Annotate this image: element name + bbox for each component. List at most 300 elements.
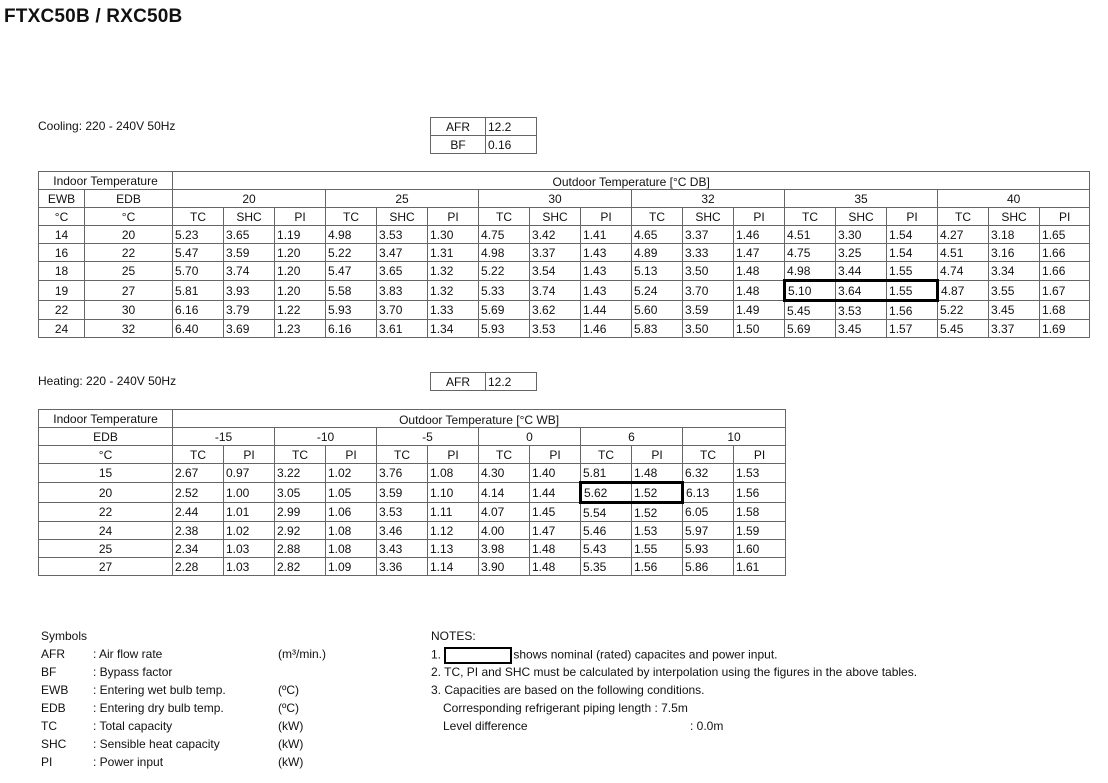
table-cell: 1.48 <box>632 464 683 483</box>
outdoor-temp-32: 32 <box>632 190 785 208</box>
table-cell: 1.46 <box>734 226 785 244</box>
table-cell: 6.16 <box>326 320 377 338</box>
col-header-pi: PI <box>1040 208 1090 226</box>
col-header-shc: SHC <box>377 208 428 226</box>
table-cell: 1.69 <box>1040 320 1090 338</box>
table-cell: 1.45 <box>530 503 581 522</box>
table-cell: 5.81 <box>173 281 224 301</box>
table-cell: 1.41 <box>581 226 632 244</box>
table-cell: 5.45 <box>785 301 836 320</box>
table-cell: 1.48 <box>734 262 785 281</box>
table-cell: 3.33 <box>683 244 734 262</box>
table-cell: 3.43 <box>377 540 428 558</box>
table-cell: 1.44 <box>530 483 581 503</box>
table-cell: 1.55 <box>887 262 938 281</box>
col-header-tc: TC <box>683 446 734 464</box>
table-cell: 3.70 <box>377 301 428 320</box>
table-row <box>39 540 786 558</box>
table-cell: 2.88 <box>275 540 326 558</box>
outdoor-temp-6: 6 <box>581 428 683 446</box>
outdoor-temp-35: 35 <box>785 190 938 208</box>
table-cell: 3.50 <box>683 262 734 281</box>
table-cell: 3.18 <box>989 226 1040 244</box>
table-cell: 3.61 <box>377 320 428 338</box>
table-cell: 1.48 <box>734 281 785 301</box>
table-cell: 5.22 <box>479 262 530 281</box>
note-1 <box>431 647 778 664</box>
table-cell: 1.68 <box>1040 301 1090 320</box>
heating-afr-box <box>430 372 537 391</box>
table-cell: 1.00 <box>224 483 275 503</box>
col-header-pi: PI <box>428 446 479 464</box>
symbol-abbr: EDB <box>41 701 66 715</box>
table-cell: 1.10 <box>428 483 479 503</box>
table-cell: 3.74 <box>530 281 581 301</box>
symbol-desc: : Sensible heat capacity <box>93 737 220 751</box>
symbols-heading: Symbols <box>41 629 88 643</box>
nominal-cell: 5.10 <box>785 281 836 301</box>
table-cell: 1.60 <box>734 540 786 558</box>
table-cell: 5.81 <box>581 464 632 483</box>
table-cell: 1.11 <box>428 503 479 522</box>
col-header-shc: SHC <box>836 208 887 226</box>
symbol-abbr: TC <box>41 719 57 733</box>
table-cell: 3.76 <box>377 464 428 483</box>
heating-outdoor-header: Outdoor Temperature [°C WB] <box>173 410 786 428</box>
edb-unit: °C <box>85 208 173 226</box>
table-cell: 3.59 <box>377 483 428 503</box>
table-row <box>39 262 1090 281</box>
cooling-table <box>38 171 1090 338</box>
table-cell: 1.57 <box>887 320 938 338</box>
table-cell: 3.05 <box>275 483 326 503</box>
symbol-unit: (kW) <box>278 755 304 769</box>
heating-afr-value: 12.2 <box>486 373 537 391</box>
heating-condition: Heating: 220 - 240V 50Hz <box>38 374 177 388</box>
table-cell: 3.37 <box>683 226 734 244</box>
table-cell: 3.83 <box>377 281 428 301</box>
table-cell: 1.01 <box>224 503 275 522</box>
table-cell: 3.98 <box>479 540 530 558</box>
table-row <box>39 301 1090 320</box>
table-cell: 1.44 <box>581 301 632 320</box>
table-cell: 3.22 <box>275 464 326 483</box>
table-cell: 3.74 <box>224 262 275 281</box>
table-cell: 6.16 <box>173 301 224 320</box>
symbol-desc: : Entering dry bulb temp. <box>93 701 224 715</box>
table-cell: 3.79 <box>224 301 275 320</box>
ewb-value: 24 <box>39 320 85 338</box>
table-cell: 1.56 <box>734 483 786 503</box>
table-cell: 3.42 <box>530 226 581 244</box>
table-cell: 3.44 <box>836 262 887 281</box>
symbol-desc: : Entering wet bulb temp. <box>93 683 226 697</box>
table-cell: 1.52 <box>632 503 683 522</box>
symbol-desc: : Total capacity <box>93 719 173 733</box>
table-cell: 5.70 <box>173 262 224 281</box>
nominal-cell: 3.64 <box>836 281 887 301</box>
col-header-shc: SHC <box>224 208 275 226</box>
table-cell: 5.22 <box>326 244 377 262</box>
table-row <box>39 503 786 522</box>
edb-value: 30 <box>85 301 173 320</box>
col-header-tc: TC <box>632 208 683 226</box>
col-header-tc: TC <box>581 446 632 464</box>
edb-value: 27 <box>85 281 173 301</box>
table-cell: 5.23 <box>173 226 224 244</box>
ewb-unit: °C <box>39 208 85 226</box>
table-cell: 1.53 <box>734 464 786 483</box>
table-cell: 1.30 <box>428 226 479 244</box>
table-cell: 1.53 <box>632 522 683 540</box>
table-cell: 5.45 <box>938 320 989 338</box>
nominal-cell: 1.55 <box>887 281 938 301</box>
table-cell: 1.34 <box>428 320 479 338</box>
table-cell: 1.48 <box>530 558 581 576</box>
table-row <box>39 558 786 576</box>
edb-value: 32 <box>85 320 173 338</box>
nominal-key-box <box>444 647 512 664</box>
edb-value: 24 <box>39 522 173 540</box>
table-cell: 5.93 <box>683 540 734 558</box>
table-cell: 1.56 <box>632 558 683 576</box>
table-cell: 3.50 <box>683 320 734 338</box>
table-cell: 3.53 <box>377 226 428 244</box>
table-cell: 1.05 <box>326 483 377 503</box>
table-row <box>39 281 1090 301</box>
table-cell: 4.51 <box>785 226 836 244</box>
col-header-tc: TC <box>479 446 530 464</box>
heating-indoor-header: Indoor Temperature <box>39 410 173 428</box>
table-cell: 1.67 <box>1040 281 1090 301</box>
cooling-indoor-header: Indoor Temperature <box>39 172 173 190</box>
note-2: 2. TC, PI and SHC must be calculated by interpolation using the figures in the above tables. <box>431 665 918 679</box>
symbol-abbr: BF <box>41 665 57 679</box>
table-cell: 3.93 <box>224 281 275 301</box>
note-3: 3. Capacities are based on the following conditions. <box>431 683 705 697</box>
col-header-tc: TC <box>479 208 530 226</box>
table-cell: 1.47 <box>530 522 581 540</box>
symbol-abbr: AFR <box>41 647 65 661</box>
table-cell: 1.48 <box>530 540 581 558</box>
table-cell: 5.69 <box>479 301 530 320</box>
table-cell: 4.07 <box>479 503 530 522</box>
table-cell: 3.47 <box>377 244 428 262</box>
table-cell: 3.53 <box>836 301 887 320</box>
table-cell: 5.22 <box>938 301 989 320</box>
table-cell: 3.53 <box>377 503 428 522</box>
table-cell: 1.46 <box>581 320 632 338</box>
table-cell: 3.37 <box>530 244 581 262</box>
table-cell: 3.45 <box>989 301 1040 320</box>
symbol-desc: : Air flow rate <box>93 647 163 661</box>
outdoor-temp-20: 20 <box>173 190 326 208</box>
table-cell: 4.74 <box>938 262 989 281</box>
table-cell: 3.54 <box>530 262 581 281</box>
col-header-pi: PI <box>224 446 275 464</box>
table-cell: 1.08 <box>326 522 377 540</box>
table-cell: 5.60 <box>632 301 683 320</box>
col-header-tc: TC <box>785 208 836 226</box>
table-cell: 1.43 <box>581 262 632 281</box>
table-cell: 1.54 <box>887 244 938 262</box>
table-cell: 1.06 <box>326 503 377 522</box>
table-cell: 4.87 <box>938 281 989 301</box>
note-level-value: : 0.0m <box>690 719 724 733</box>
edb-header: EDB <box>85 190 173 208</box>
table-cell: 3.46 <box>377 522 428 540</box>
col-header-tc: TC <box>326 208 377 226</box>
table-cell: 5.46 <box>581 522 632 540</box>
col-header-tc: TC <box>173 208 224 226</box>
table-cell: 3.25 <box>836 244 887 262</box>
outdoor-temp--10: -10 <box>275 428 377 446</box>
table-cell: 1.13 <box>428 540 479 558</box>
cooling-condition: Cooling: 220 - 240V 50Hz <box>38 119 176 133</box>
table-cell: 4.75 <box>785 244 836 262</box>
symbol-desc: : Bypass factor <box>93 665 173 679</box>
nominal-cell: 1.52 <box>632 483 683 503</box>
table-cell: 5.33 <box>479 281 530 301</box>
table-cell: 4.14 <box>479 483 530 503</box>
table-cell: 2.99 <box>275 503 326 522</box>
table-cell: 1.32 <box>428 262 479 281</box>
table-cell: 3.69 <box>224 320 275 338</box>
table-cell: 1.03 <box>224 540 275 558</box>
ewb-value: 19 <box>39 281 85 301</box>
col-header-shc: SHC <box>989 208 1040 226</box>
cooling-outdoor-header: Outdoor Temperature [°C DB] <box>173 172 1090 190</box>
table-cell: 3.53 <box>530 320 581 338</box>
table-cell: 0.97 <box>224 464 275 483</box>
ewb-value: 22 <box>39 301 85 320</box>
table-cell: 1.02 <box>326 464 377 483</box>
table-cell: 1.43 <box>581 281 632 301</box>
col-header-tc: TC <box>938 208 989 226</box>
table-cell: 5.86 <box>683 558 734 576</box>
table-cell: 1.09 <box>326 558 377 576</box>
page-title: FTXC50B / RXC50B <box>4 6 183 27</box>
edb-value: 15 <box>39 464 173 483</box>
table-cell: 2.52 <box>173 483 224 503</box>
table-row <box>39 320 1090 338</box>
table-cell: 5.35 <box>581 558 632 576</box>
symbol-desc: : Power input <box>93 755 164 769</box>
col-header-pi: PI <box>428 208 479 226</box>
col-header-tc: TC <box>377 446 428 464</box>
table-cell: 1.32 <box>428 281 479 301</box>
table-cell: 1.12 <box>428 522 479 540</box>
cooling-afr-bf-box <box>430 117 537 154</box>
table-cell: 1.65 <box>1040 226 1090 244</box>
ewb-value: 16 <box>39 244 85 262</box>
table-cell: 1.22 <box>275 301 326 320</box>
table-row <box>39 483 786 503</box>
symbol-abbr: SHC <box>41 737 67 751</box>
table-cell: 2.67 <box>173 464 224 483</box>
heating-table <box>38 409 786 576</box>
ewb-value: 14 <box>39 226 85 244</box>
edb-value: 25 <box>39 540 173 558</box>
table-cell: 2.34 <box>173 540 224 558</box>
heating-edb-header: EDB <box>39 428 173 446</box>
table-cell: 3.90 <box>479 558 530 576</box>
symbol-abbr: EWB <box>41 683 69 697</box>
bf-value: 0.16 <box>486 136 537 154</box>
symbol-unit: (m³/min.) <box>278 647 326 661</box>
table-row <box>39 226 1090 244</box>
table-cell: 5.58 <box>326 281 377 301</box>
table-cell: 1.08 <box>326 540 377 558</box>
table-row <box>39 464 786 483</box>
table-cell: 1.66 <box>1040 244 1090 262</box>
table-cell: 5.93 <box>479 320 530 338</box>
table-cell: 5.83 <box>632 320 683 338</box>
edb-value: 20 <box>39 483 173 503</box>
table-cell: 5.54 <box>581 503 632 522</box>
symbol-unit: (kW) <box>278 737 304 751</box>
nominal-cell: 5.62 <box>581 483 632 503</box>
table-cell: 4.65 <box>632 226 683 244</box>
outdoor-temp-40: 40 <box>938 190 1090 208</box>
outdoor-temp--15: -15 <box>173 428 275 446</box>
table-cell: 1.20 <box>275 244 326 262</box>
table-cell: 4.00 <box>479 522 530 540</box>
table-cell: 2.44 <box>173 503 224 522</box>
table-cell: 4.75 <box>479 226 530 244</box>
ewb-header: EWB <box>39 190 85 208</box>
table-cell: 1.33 <box>428 301 479 320</box>
outdoor-temp-0: 0 <box>479 428 581 446</box>
table-cell: 6.05 <box>683 503 734 522</box>
outdoor-temp-25: 25 <box>326 190 479 208</box>
bf-label: BF <box>431 136 486 154</box>
col-header-tc: TC <box>275 446 326 464</box>
table-cell: 4.98 <box>785 262 836 281</box>
table-cell: 3.70 <box>683 281 734 301</box>
col-header-pi: PI <box>530 446 581 464</box>
table-cell: 2.28 <box>173 558 224 576</box>
table-cell: 1.20 <box>275 262 326 281</box>
table-cell: 1.14 <box>428 558 479 576</box>
col-header-pi: PI <box>734 208 785 226</box>
table-cell: 1.49 <box>734 301 785 320</box>
table-cell: 6.13 <box>683 483 734 503</box>
table-cell: 5.47 <box>173 244 224 262</box>
note-1-text: shows nominal (rated) capacites and power input. <box>513 647 778 662</box>
ewb-value: 18 <box>39 262 85 281</box>
symbol-unit: (ºC) <box>278 701 300 715</box>
table-cell: 2.38 <box>173 522 224 540</box>
table-cell: 3.36 <box>377 558 428 576</box>
edb-value: 22 <box>39 503 173 522</box>
edb-value: 20 <box>85 226 173 244</box>
edb-value: 22 <box>85 244 173 262</box>
symbol-abbr: PI <box>41 755 53 769</box>
col-header-pi: PI <box>734 446 786 464</box>
col-header-pi: PI <box>581 208 632 226</box>
table-cell: 5.93 <box>326 301 377 320</box>
col-header-pi: PI <box>632 446 683 464</box>
table-cell: 1.54 <box>887 226 938 244</box>
table-cell: 3.16 <box>989 244 1040 262</box>
table-cell: 1.31 <box>428 244 479 262</box>
afr-value: 12.2 <box>486 118 537 136</box>
table-cell: 4.30 <box>479 464 530 483</box>
table-cell: 5.13 <box>632 262 683 281</box>
table-cell: 4.27 <box>938 226 989 244</box>
table-cell: 1.08 <box>428 464 479 483</box>
table-cell: 3.65 <box>224 226 275 244</box>
col-header-pi: PI <box>326 446 377 464</box>
edb-value: 25 <box>85 262 173 281</box>
table-cell: 2.82 <box>275 558 326 576</box>
symbol-unit: (ºC) <box>278 683 300 697</box>
table-cell: 3.62 <box>530 301 581 320</box>
table-cell: 1.50 <box>734 320 785 338</box>
table-cell: 1.02 <box>224 522 275 540</box>
note-piping-length: Corresponding refrigerant piping length : 7.5m <box>443 701 688 715</box>
col-header-pi: PI <box>275 208 326 226</box>
table-cell: 1.03 <box>224 558 275 576</box>
col-header-shc: SHC <box>530 208 581 226</box>
table-cell: 3.37 <box>989 320 1040 338</box>
symbol-unit: (kW) <box>278 719 304 733</box>
table-cell: 1.56 <box>887 301 938 320</box>
table-row <box>39 244 1090 262</box>
outdoor-temp--5: -5 <box>377 428 479 446</box>
heating-edb-unit: °C <box>39 446 173 464</box>
col-header-tc: TC <box>173 446 224 464</box>
table-cell: 4.98 <box>479 244 530 262</box>
table-cell: 1.40 <box>530 464 581 483</box>
edb-value: 27 <box>39 558 173 576</box>
note-1-number: 1. <box>431 647 442 662</box>
table-row <box>39 522 786 540</box>
outdoor-temp-30: 30 <box>479 190 632 208</box>
col-header-shc: SHC <box>683 208 734 226</box>
table-cell: 1.43 <box>581 244 632 262</box>
table-cell: 5.47 <box>326 262 377 281</box>
table-cell: 3.30 <box>836 226 887 244</box>
table-cell: 3.65 <box>377 262 428 281</box>
table-cell: 4.51 <box>938 244 989 262</box>
table-cell: 5.97 <box>683 522 734 540</box>
table-cell: 3.59 <box>683 301 734 320</box>
table-cell: 3.55 <box>989 281 1040 301</box>
table-cell: 5.43 <box>581 540 632 558</box>
afr-label: AFR <box>431 118 486 136</box>
table-cell: 1.61 <box>734 558 786 576</box>
table-cell: 4.98 <box>326 226 377 244</box>
col-header-pi: PI <box>887 208 938 226</box>
table-cell: 6.40 <box>173 320 224 338</box>
table-cell: 5.24 <box>632 281 683 301</box>
table-cell: 5.69 <box>785 320 836 338</box>
table-cell: 4.89 <box>632 244 683 262</box>
table-cell: 1.20 <box>275 281 326 301</box>
table-cell: 2.92 <box>275 522 326 540</box>
table-cell: 1.19 <box>275 226 326 244</box>
table-cell: 6.32 <box>683 464 734 483</box>
table-cell: 1.55 <box>632 540 683 558</box>
table-cell: 1.66 <box>1040 262 1090 281</box>
heating-afr-label: AFR <box>431 373 486 391</box>
table-cell: 1.58 <box>734 503 786 522</box>
table-cell: 1.47 <box>734 244 785 262</box>
outdoor-temp-10: 10 <box>683 428 786 446</box>
table-cell: 3.45 <box>836 320 887 338</box>
